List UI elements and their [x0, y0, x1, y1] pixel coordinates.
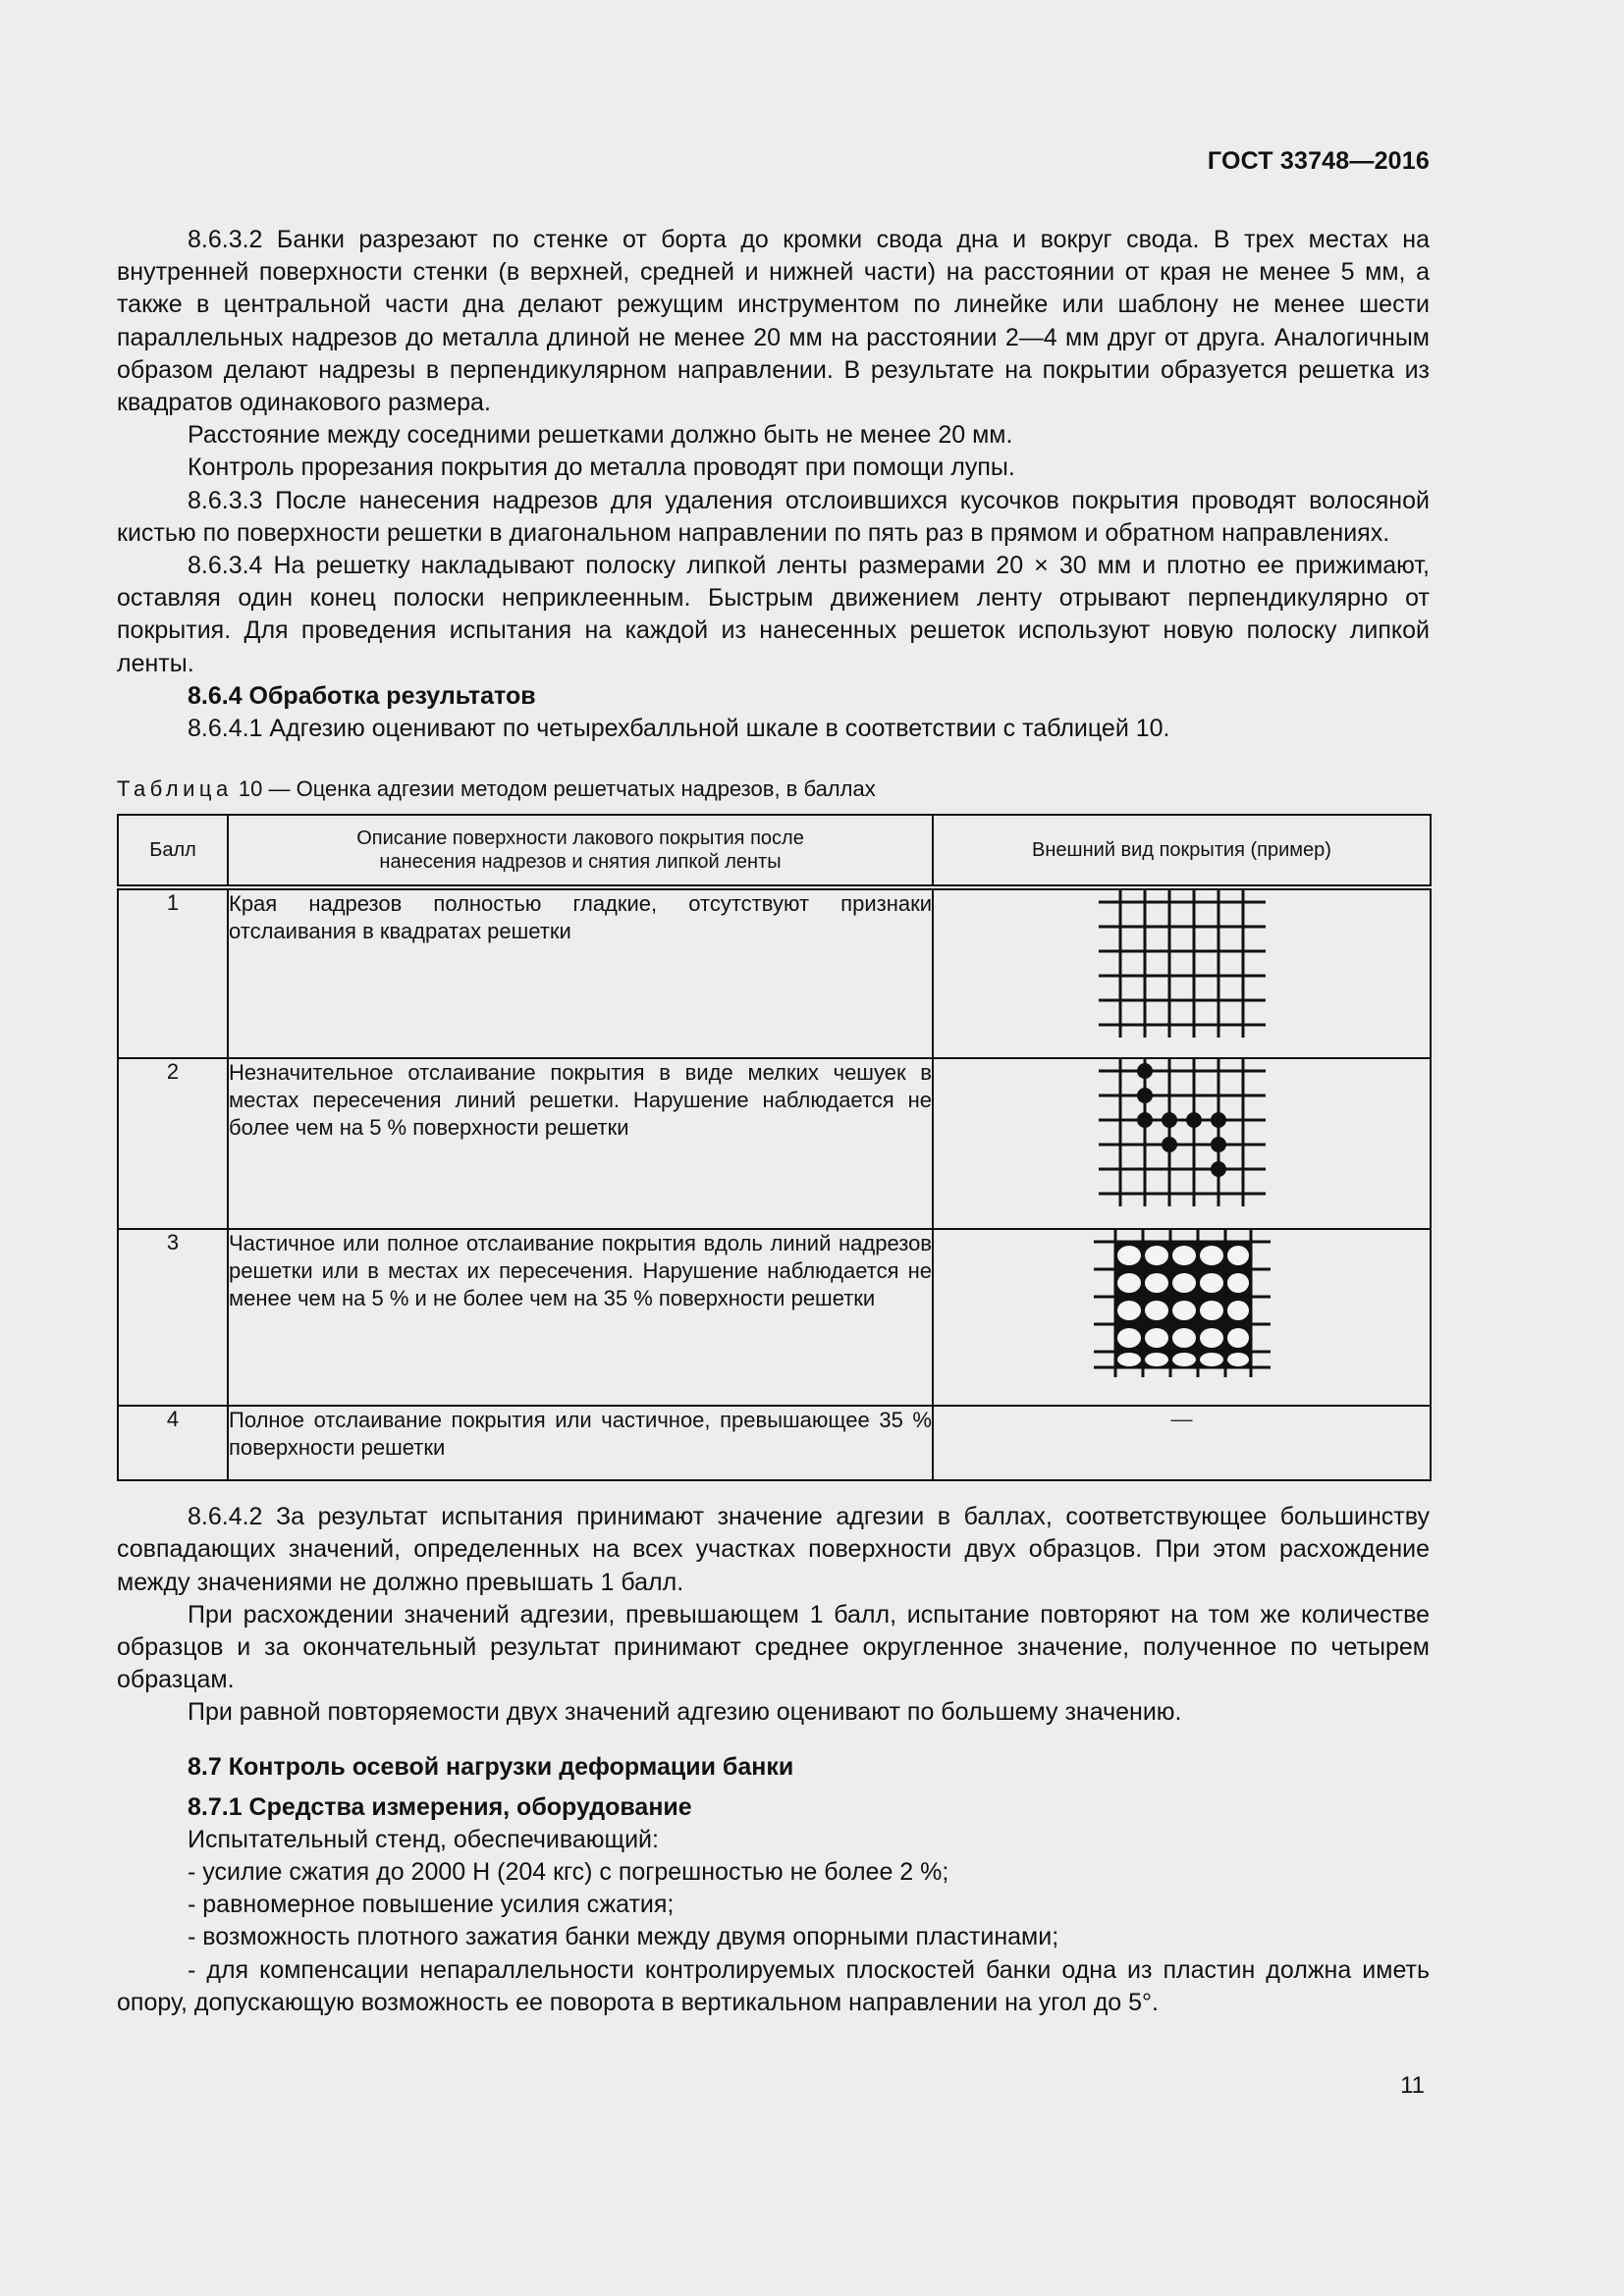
- table-caption-text: 10 — Оценка адгезии методом решетчатых надрезов, в баллах: [238, 776, 876, 802]
- row-description: Полное отслаивание покрытия или частичное, превышающее 35 % поверхности решетки: [228, 1406, 933, 1480]
- paragraph-grid-distance: Расстояние между соседними решетками должно быть не менее 20 мм.: [188, 421, 1013, 450]
- heading-8-7: 8.7 Контроль осевой нагрузки деформации банки: [188, 1752, 794, 1781]
- row-ball: 3: [118, 1229, 228, 1406]
- table-row: [118, 1229, 1431, 1406]
- paragraph-8-6-4-2: 8.6.4.2 За результат испытания принимают значение адгезии в баллах, соответствующее большинству совпадающих значений, определенных на всех участках поверхности двух образцов. При этом расхождение между значениями не должно превышать 1 балл.: [117, 1503, 1430, 1596]
- grid-dots-icon: [1099, 1059, 1266, 1206]
- paragraph-8-6-4-1: 8.6.4.1 Адгезию оценивают по четырехбалльной шкале в соответствии с таблицей 10.: [188, 715, 1170, 743]
- paragraph-test-stand: Испытательный стенд, обеспечивающий:: [188, 1825, 659, 1853]
- list-item: - усилие сжатия до 2000 Н (204 кгс) с погрешностью не более 2 %;: [188, 1858, 949, 1887]
- header-appearance: Внешний вид покрытия (пример): [933, 815, 1431, 887]
- row-description: Частичное или полное отслаивание покрытия вдоль линий надрезов решетки или в местах их пересечения. Нарушение наблюдается не менее чем на 5 % и не более чем на 35 % поверхности решетки: [228, 1229, 933, 1406]
- page-content: [117, 224, 1430, 2019]
- header-ball: Балл: [118, 815, 228, 887]
- header-description: [228, 815, 933, 887]
- paragraph-magnifier-check: Контроль прорезания покрытия до металла проводят при помощи лупы.: [188, 454, 1015, 482]
- table-row: [118, 887, 1431, 1058]
- appearance-none: [933, 1406, 1431, 1480]
- table-row: [118, 1058, 1431, 1229]
- paragraph-8-6-3-2: 8.6.3.2 Банки разрезают по стенке от борта до кромки свода дна и вокруг свода. В трех местах на внутренней поверхности стенки (в верхней, средней и нижней части) на расстоянии от края не менее 5 мм, а также в центральной части дна делают режущим инструментом по линейке или шаблону не менее шести параллельных надрезов до металла длиной не менее 20 мм на расстоянии 2—4 мм друг от друга. Аналогичным образом делают надрезы в перпендикулярном направлении. В результате на покрытии образуется решетка из квадратов одинакового размера.: [117, 226, 1430, 417]
- row-ball: 4: [118, 1406, 228, 1480]
- heading-8-7-1: 8.7.1 Средства измерения, оборудование: [188, 1792, 692, 1821]
- paragraph-equal-repeatability: При равной повторяемости двух значений адгезию оценивают по большему значению.: [188, 1698, 1182, 1727]
- list-item: - возможность плотного зажатия банки между двумя опорными пластинами;: [188, 1923, 1059, 1951]
- grid-clean-icon: [1099, 890, 1266, 1038]
- paragraph-repeat-test: При расхождении значений адгезии, превышающем 1 балл, испытание повторяют на том же количестве образцов и за окончательный результат принимают среднее округленное значение, полученное по четырем образцам.: [117, 1600, 1430, 1694]
- header-description-text: Описание поверхности лакового покрытия после нанесения надрезов и снятия липкой ленты: [356, 828, 804, 874]
- list-item: - для компенсации непараллельности контролируемых плоскостей банки одна из пластин должна иметь опору, допускающую возможность ее поворота в вертикальном направлении на угол до 5°.: [117, 1955, 1430, 2016]
- row-ball: 2: [118, 1058, 228, 1229]
- appearance-grid-clean: [933, 887, 1431, 1058]
- dash-placeholder: —: [1170, 1407, 1193, 1432]
- page-number: 11: [1400, 2072, 1425, 2099]
- row-description: Незначительное отслаивание покрытия в виде мелких чешуек в местах пересечения линий решетки. Нарушение наблюдается не более чем на 5 % поверхности решетки: [228, 1058, 933, 1229]
- paragraph-8-6-3-4: 8.6.3.4 На решетку накладывают полоску липкой ленты размерами 20 × 30 мм и плотно ее прижимают, оставляя один конец полоски неприклеенным. Быстрым движением ленту отрывают перпендикулярно от покрытия. Для проведения испытания на каждой из нанесенных решеток используют новую полоску липкой ленты.: [117, 552, 1430, 677]
- row-ball: 1: [118, 887, 228, 1058]
- row-description: Края надрезов полностью гладкие, отсутствуют признаки отслаивания в квадратах решетки: [228, 887, 933, 1058]
- standard-header: ГОСТ 33748—2016: [1207, 147, 1430, 175]
- table-row: [118, 1406, 1431, 1480]
- table-caption-label: Таблица: [117, 776, 233, 802]
- grid-heavy-icon: [1094, 1230, 1271, 1377]
- list-item: - равномерное повышение усилия сжатия;: [188, 1891, 675, 1919]
- heading-8-6-4: 8.6.4 Обработка результатов: [188, 681, 536, 710]
- adhesion-table: [117, 814, 1432, 1481]
- appearance-grid-dots: [933, 1058, 1431, 1229]
- table-header-row: [118, 815, 1431, 887]
- paragraph-8-6-3-3: 8.6.3.3 После нанесения надрезов для удаления отслоившихся кусочков покрытия проводят волосяной кистью по поверхности решетки в диагональном направлении по пять раз в прямом и обратном направлениях.: [117, 486, 1430, 547]
- table-caption: [117, 774, 1430, 804]
- appearance-grid-heavy: [933, 1229, 1431, 1406]
